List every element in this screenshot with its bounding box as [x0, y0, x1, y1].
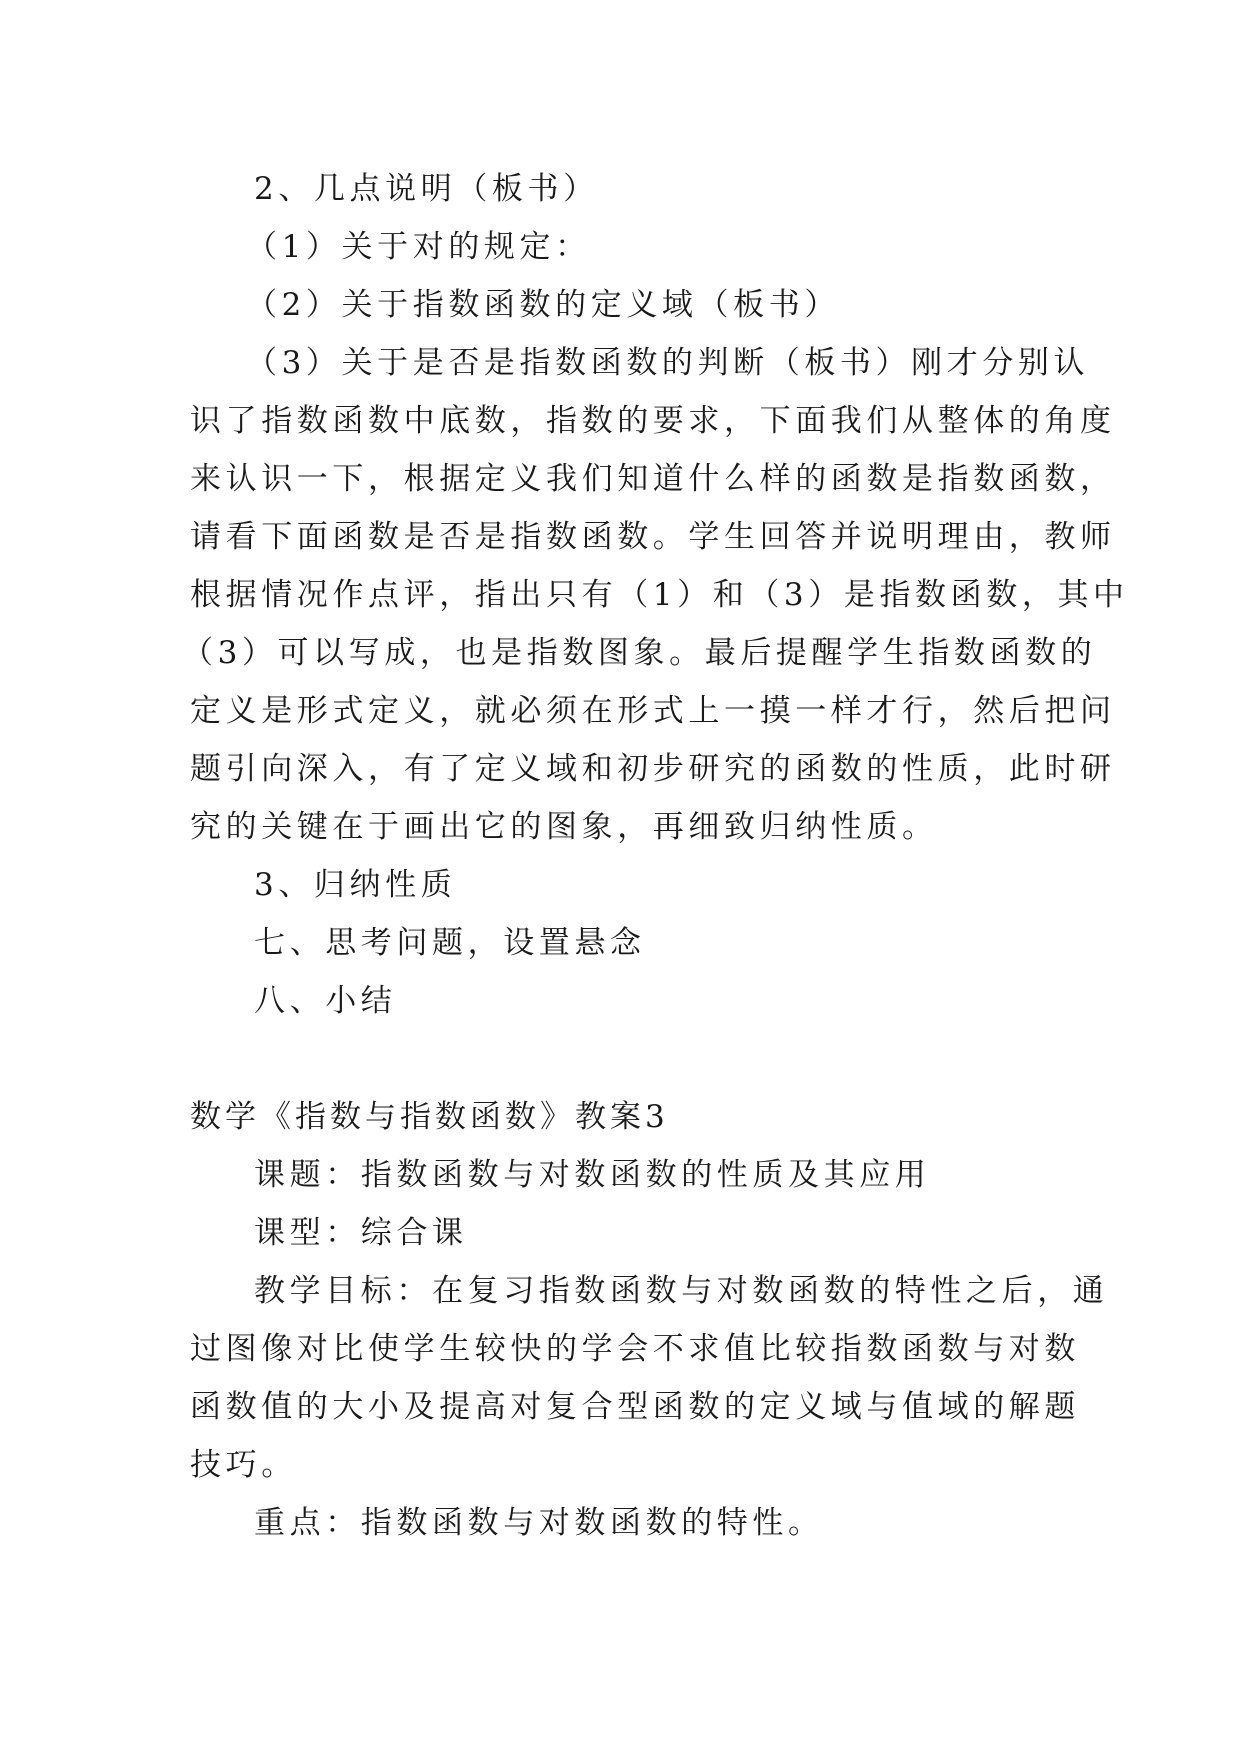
- item-2-heading: 2、几点说明（板书）: [254, 171, 599, 207]
- paragraph-line: 函数值的大小及提高对复合型函数的定义域与值域的解题: [190, 1389, 1080, 1425]
- paragraph-line: （3）可以写成，也是指数图象。最后提醒学生指数函数的: [182, 635, 1097, 671]
- lesson-plan-title: 数学《指数与指数函数》教案3: [190, 1099, 669, 1135]
- paragraph-line: 教学目标：在复习指数函数与对数函数的特性之后，通: [254, 1273, 1109, 1309]
- section-gap: [190, 1030, 1058, 1088]
- lesson-focus: 重点：指数函数与对数函数的特性。: [254, 1505, 824, 1541]
- lesson-type: 课型：综合课: [254, 1215, 468, 1251]
- paragraph-line: 究的关键在于画出它的图象，再细致归纳性质。: [190, 809, 938, 845]
- item-7-heading: 七、思考问题，设置悬念: [254, 925, 646, 961]
- sub-item-1: （1）关于对的规定：: [246, 229, 591, 265]
- document-page: [182, 160, 1129, 1552]
- teaching-goal-paragraph: [190, 1262, 1109, 1494]
- sub-item-3-paragraph: [182, 334, 1129, 856]
- paragraph-line: 技巧。: [190, 1447, 297, 1483]
- paragraph-line: 识了指数函数中底数，指数的要求，下面我们从整体的角度: [190, 403, 1116, 439]
- paragraph-line: （3）关于是否是指数函数的判断（板书）刚才分别认: [246, 345, 1090, 381]
- paragraph-line: 定义是形式定义，就必须在形式上一摸一样才行，然后把问: [190, 693, 1116, 729]
- lesson-topic: 课题：指数函数与对数函数的性质及其应用: [254, 1157, 931, 1193]
- sub-item-2: （2）关于指数函数的定义域（板书）: [246, 287, 840, 323]
- paragraph-line: 过图像对比使学生较快的学会不求值比较指数函数与对数: [190, 1331, 1080, 1367]
- paragraph-line: 请看下面函数是否是指数函数。学生回答并说明理由，教师: [190, 519, 1116, 555]
- item-3-heading: 3、归纳性质: [254, 867, 457, 903]
- paragraph-line: 根据情况作点评，指出只有（1）和（3）是指数函数，其中: [190, 577, 1129, 613]
- item-8-heading: 八、小结: [254, 983, 397, 1019]
- paragraph-line: 题引向深入，有了定义域和初步研究的函数的性质，此时研: [190, 751, 1116, 787]
- paragraph-line: 来认识一下，根据定义我们知道什么样的函数是指数函数，: [190, 461, 1116, 497]
